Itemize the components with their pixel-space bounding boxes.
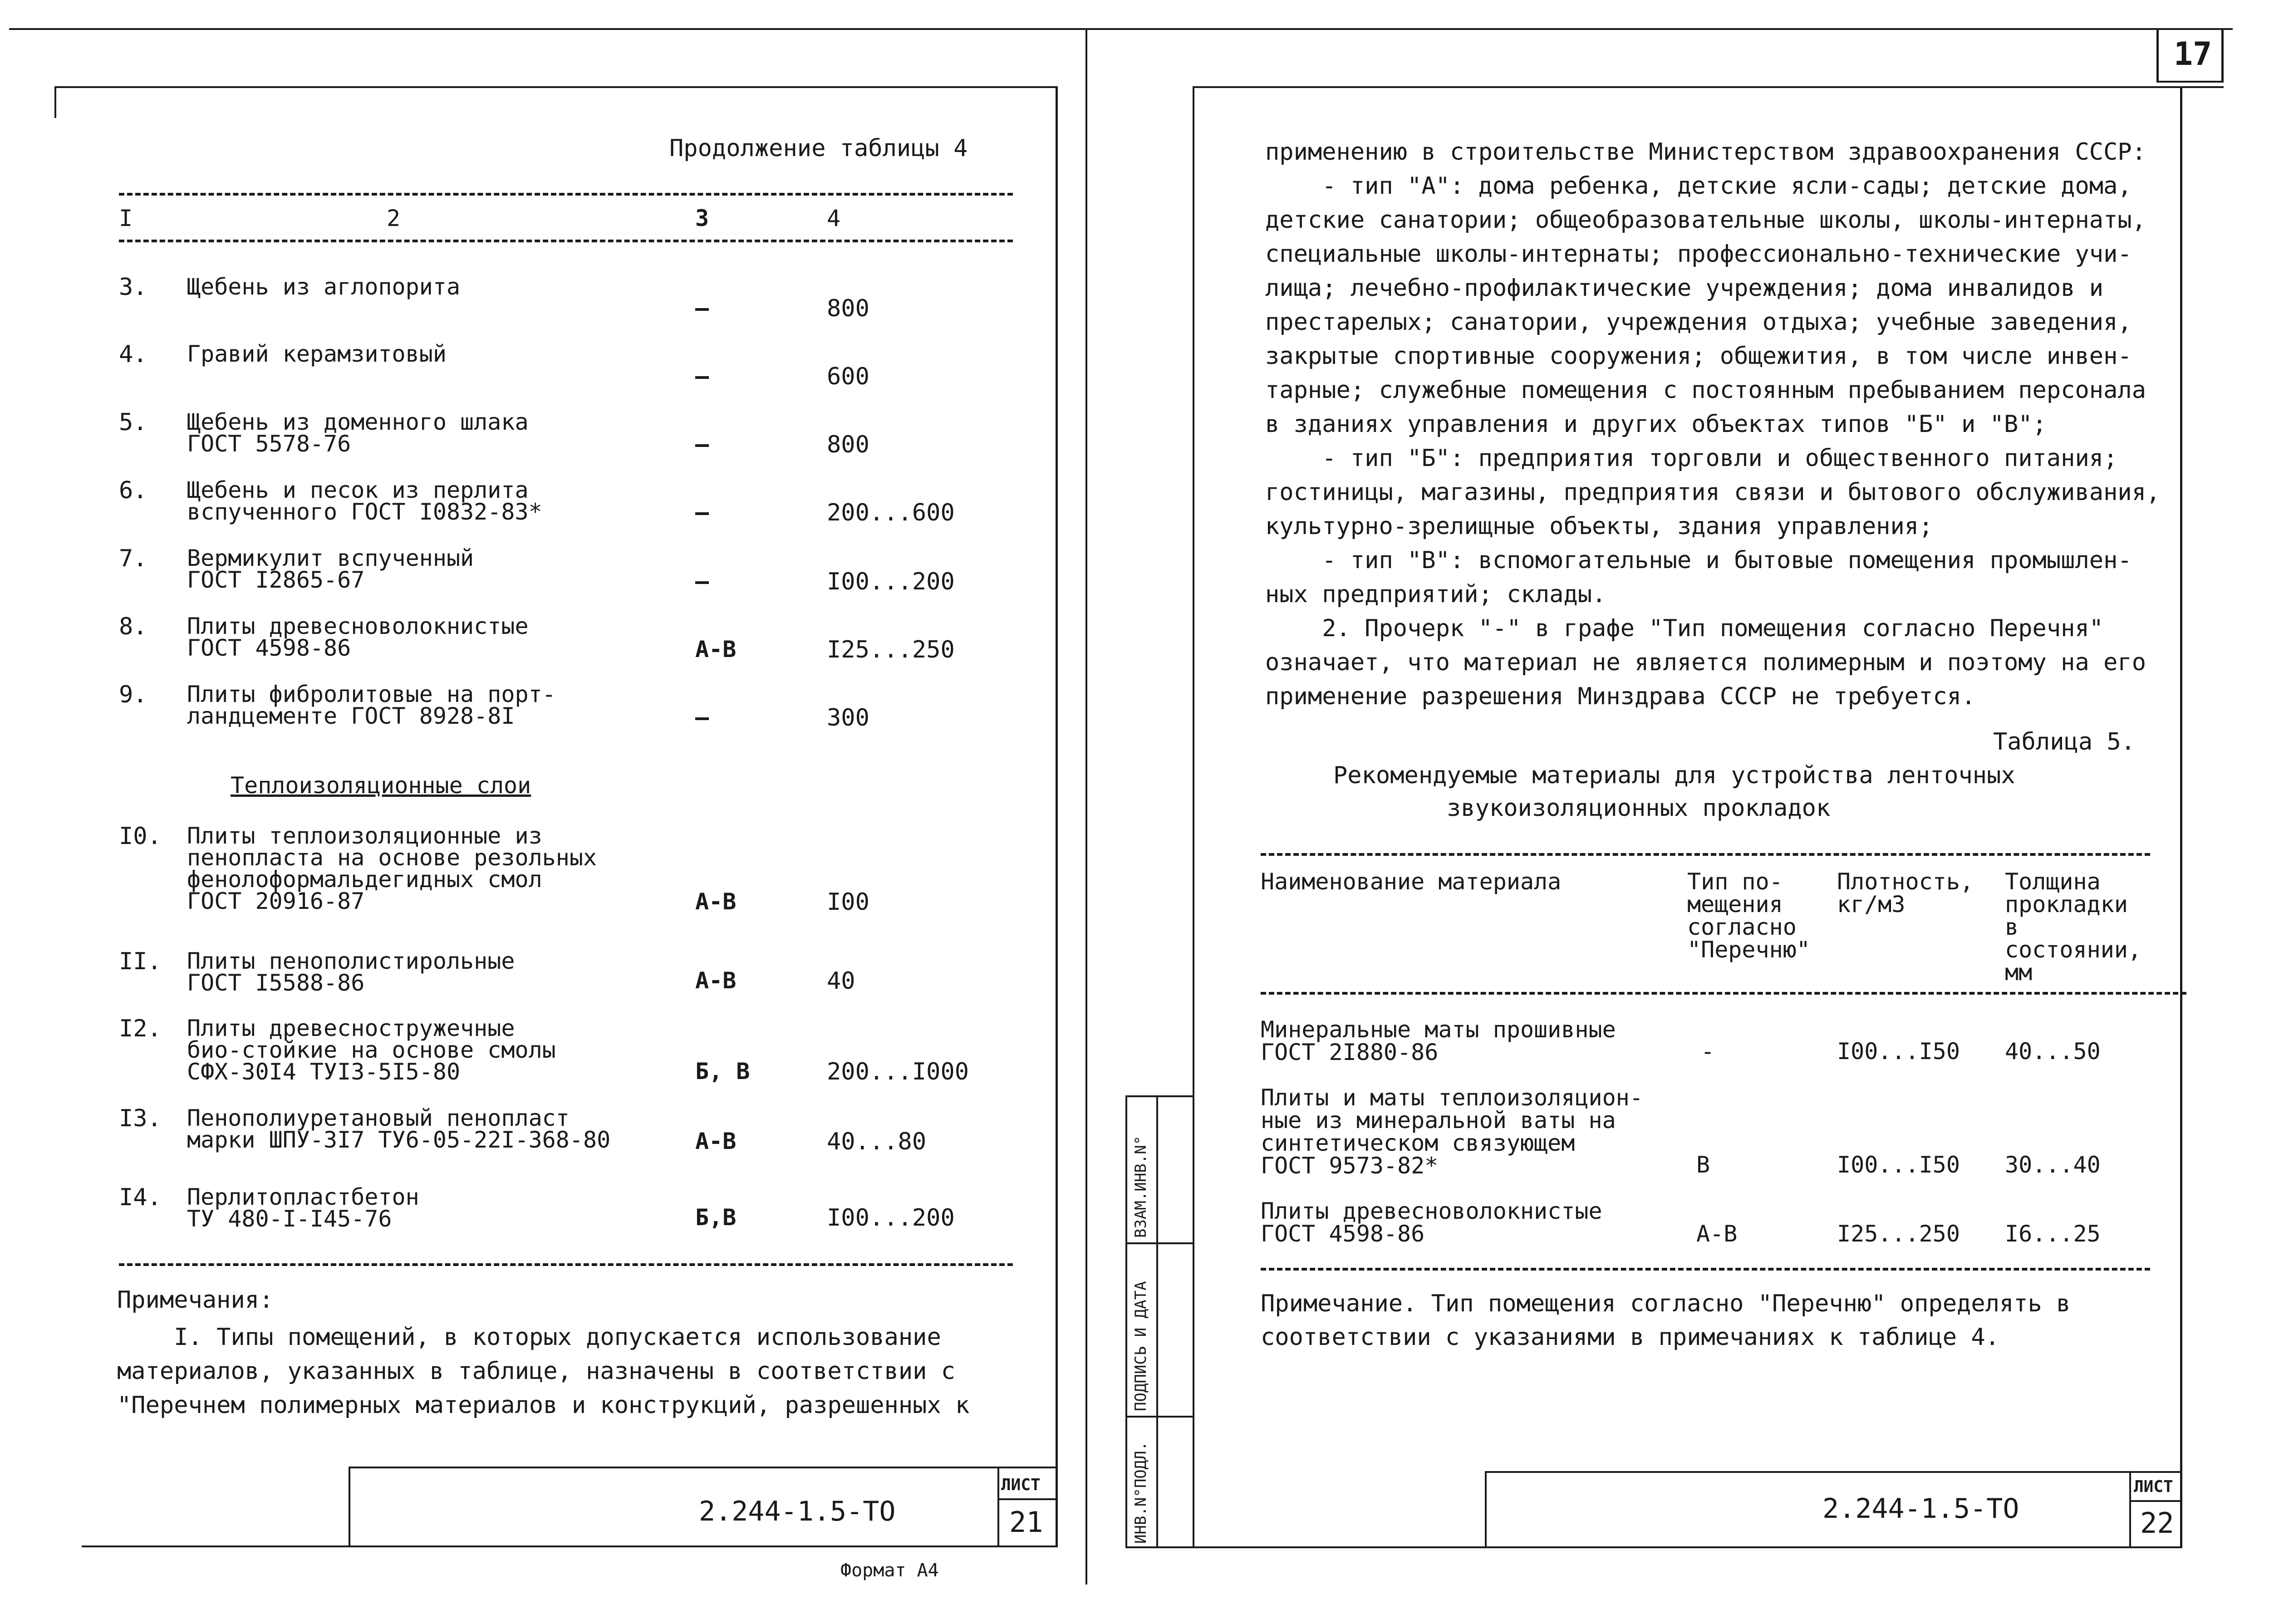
para-line-17: применение разрешения Минздрава СССР не требуется.	[1265, 683, 1976, 710]
side-strip-top	[1125, 1095, 1193, 1097]
right-stamp-left	[1485, 1471, 1487, 1548]
row-number: 6.	[119, 477, 147, 504]
corner-box-bottom	[2156, 81, 2224, 83]
row-material: Минеральные маты прошивные ГОСТ 2I880-86	[1261, 1016, 1616, 1065]
row-value: 40	[827, 967, 855, 995]
row-material: Щебень из аглопорита	[187, 274, 461, 300]
row-material: Плиты теплоизоляционные из пенопласта на основе резольных фенолоформальдегидных смол ГОСТ 20916-87	[187, 823, 597, 914]
row-number: I3.	[119, 1105, 162, 1132]
row-room-type: –	[695, 363, 709, 389]
row-number: 9.	[119, 681, 147, 708]
row-room-type: –	[695, 431, 709, 457]
row-room-type: В	[1696, 1152, 1710, 1178]
row-value: 200...I000	[827, 1058, 969, 1085]
para-line-10: - тип "Б": предприятия торговли и общественного питания;	[1265, 445, 2118, 472]
row-density: I00...I50	[1837, 1038, 1960, 1065]
row-material: Перлитопластбетон ТУ 480-I-I45-76	[187, 1184, 419, 1232]
corner-box-left	[2156, 28, 2159, 83]
table-4-caption: Продолжение таблицы 4	[669, 135, 968, 162]
row-room-type: А-В	[1696, 1221, 1738, 1247]
para-line-3: детские санатории; общеобразовательные школы, школы-интернаты,	[1265, 206, 2146, 234]
notes-line-3: "Перечнем полимерных материалов и конструкций, разрешенных к	[117, 1392, 970, 1419]
row-thickness: 40...50	[2005, 1038, 2101, 1065]
right-page-left-border	[1193, 86, 1194, 1548]
right-sheet-number: 22	[2140, 1506, 2174, 1540]
table-5-title-2: звукоизоляционных прокладок	[1447, 795, 1831, 822]
para-line-12: культурно-зрелищные объекты, здания управления;	[1265, 513, 1933, 540]
table-5-note-1: Примечание. Тип помещения согласно "Перечню" определять в	[1261, 1290, 2071, 1317]
para-line-13: - тип "В": вспомогательные и бытовые помещения промышлен-	[1265, 547, 2132, 574]
table-5-title-1: Рекомендуемые материалы для устройства ленточных	[1333, 762, 2015, 789]
row-number: I2.	[119, 1015, 162, 1042]
row-material: Щебень и песок из перлита вспученного ГОСТ I0832-83*	[187, 477, 542, 525]
left-stamp-left	[349, 1467, 350, 1547]
right-page-bottom-border	[1125, 1546, 2182, 1548]
para-line-7: закрытые спортивные сооружения; общежития, в том числе инвен-	[1265, 343, 2132, 370]
row-material: Плиты древесностружечные био-стойкие на основе смолы СФХ-30I4 ТУI3-5I5-80	[187, 1015, 556, 1085]
top-frame-line	[9, 28, 2233, 30]
left-doc-code: 2.244-1.5-ТО	[699, 1496, 896, 1527]
row-room-type: А-В	[695, 636, 737, 662]
row-room-type: –	[695, 568, 709, 594]
row-number: 5.	[119, 409, 147, 436]
row-room-type: А-В	[695, 888, 737, 915]
row-number: 3.	[119, 274, 147, 301]
col-header-type: Тип по- мещения согласно "Перечню"	[1687, 868, 1810, 963]
table-5-rule-top	[1261, 853, 2150, 856]
para-line-11: гостиницы, магазины, предприятия связи и бытового обслуживания,	[1265, 479, 2161, 506]
para-line-2: - тип "А": дома ребенка, детские ясли-сады; детские дома,	[1265, 172, 2132, 200]
right-page-right-border	[2180, 86, 2182, 1548]
row-value: I25...250	[827, 636, 955, 663]
row-thickness: I6...25	[2005, 1221, 2101, 1247]
row-material: Вермикулит вспученный ГОСТ I2865-67	[187, 545, 474, 593]
table-5-rule-header	[1261, 992, 2186, 995]
para-line-15: 2. Прочерк "-" в графе "Тип помещения согласно Перечня"	[1265, 615, 2104, 642]
center-fold-line	[1085, 28, 1087, 1585]
right-doc-code: 2.244-1.5-ТО	[1822, 1493, 2019, 1525]
side-strip-left	[1125, 1095, 1127, 1548]
notes-line-2: материалов, указанных в таблице, назначены в соответствии с	[117, 1358, 956, 1385]
table-5-rule-bottom	[1261, 1268, 2150, 1271]
left-sheet-label: ЛИСТ	[1001, 1476, 1041, 1494]
row-room-type: А-В	[695, 1128, 737, 1154]
row-value: I00...200	[827, 1204, 955, 1231]
row-value: 300	[827, 704, 869, 731]
row-material: Плиты древесноволокнистые ГОСТ 4598-86	[1261, 1198, 1602, 1247]
left-stamp-top	[349, 1467, 1057, 1468]
table-5-note-2: соответствии с указаниями в примечаниях к таблице 4.	[1261, 1324, 1999, 1351]
row-room-type: –	[695, 295, 709, 321]
row-number: I0.	[119, 823, 162, 850]
side-label-signature: ПОДПИСЬ И ДАТА	[1132, 1281, 1150, 1411]
left-bottom-line	[82, 1545, 1057, 1547]
format-label: Формат А4	[840, 1560, 939, 1581]
table-5-label: Таблица 5.	[1993, 728, 2136, 756]
row-value: I00...200	[827, 568, 955, 595]
side-strip-div-2	[1125, 1416, 1193, 1418]
right-page-top-border	[1193, 86, 2224, 88]
right-stamp-sheet-line	[2129, 1500, 2182, 1502]
row-material: Плиты фибролитовые на порт- ландцементе ГОСТ 8928-8I	[187, 681, 556, 729]
para-line-9: в зданиях управления и других объектах типов "Б" и "В";	[1265, 411, 2047, 438]
notes-title: Примечания:	[117, 1286, 274, 1314]
left-stamp-divider	[997, 1467, 999, 1547]
row-material: Плиты пенополистирольные ГОСТ I5588-86	[187, 948, 515, 996]
row-material: Плиты древесноволокнистые ГОСТ 4598-86	[187, 613, 529, 661]
table-4-rule-bottom	[119, 1263, 1013, 1266]
corner-box-right	[2221, 28, 2224, 83]
para-line-4: специальные школы-интернаты; профессионально-технические учи-	[1265, 240, 2132, 268]
row-material: Гравий керамзитовый	[187, 341, 447, 367]
para-line-1: применению в строительстве Министерством здравоохранения СССР:	[1265, 138, 2146, 166]
row-value: I00	[827, 888, 869, 916]
row-number: 7.	[119, 545, 147, 572]
para-line-8: тарные; служебные помещения с постоянным пребыванием персонала	[1265, 377, 2146, 404]
corner-page-number: 17	[2174, 35, 2212, 73]
side-label-inv-orig: ИНВ.N°ПОДЛ.	[1132, 1441, 1150, 1544]
row-room-type: Б,В	[695, 1204, 737, 1231]
row-room-type: Б, В	[695, 1058, 750, 1084]
para-line-14: ных предприятий; склады.	[1265, 581, 1606, 608]
right-stamp-top	[1485, 1471, 2182, 1473]
right-stamp-divider	[2129, 1471, 2131, 1548]
row-value: 600	[827, 363, 869, 390]
col-header-3: 3	[695, 205, 709, 231]
col-header-thickness: Толщина прокладки в состоянии, мм	[2005, 868, 2142, 986]
col-header-1: I	[119, 205, 133, 231]
row-material: Плиты и маты теплоизоляцион- ные из минеральной ваты на синтетическом связующем ГОСТ 9573-82*	[1261, 1084, 1643, 1179]
row-density: I00...I50	[1837, 1152, 1960, 1178]
right-sheet-label: ЛИСТ	[2134, 1477, 2173, 1496]
row-number: 4.	[119, 341, 147, 368]
notes-line-1: I. Типы помещений, в которых допускается использование	[117, 1324, 941, 1351]
row-room-type: А-В	[695, 967, 737, 994]
row-room-type: –	[695, 704, 709, 731]
row-material: Щебень из доменного шлака ГОСТ 5578-76	[187, 409, 529, 457]
row-room-type: -	[1701, 1038, 1715, 1065]
para-line-6: престарелых; санатории, учреждения отдыха; учебные заведения,	[1265, 309, 2132, 336]
left-sheet-number: 21	[1009, 1506, 1043, 1539]
para-line-5: лища; лечебно-профилактические учреждения; дома инвалидов и	[1265, 275, 2104, 302]
table-4-rule-top	[119, 193, 1013, 196]
row-value: 800	[827, 431, 869, 458]
row-value: 800	[827, 295, 869, 322]
row-density: I25...250	[1837, 1221, 1960, 1247]
col-header-density: Плотность, кг/м3	[1837, 868, 1974, 917]
row-number: 8.	[119, 613, 147, 640]
row-material: Пенополиуретановый пенопласт марки ШПУ-3I7 ТУ6-05-22I-368-80	[187, 1105, 611, 1153]
table-4-rule-header	[119, 240, 1013, 242]
para-line-16: означает, что материал не является полимерным и поэтому на его	[1265, 649, 2146, 676]
section-title: Теплоизоляционные слои	[231, 772, 531, 799]
row-thickness: 30...40	[2005, 1152, 2101, 1178]
left-page-right-border	[1056, 86, 1058, 1547]
side-label-replace-inv: ВЗАМ.ИНВ.N°	[1132, 1135, 1150, 1238]
row-number: II.	[119, 948, 162, 975]
row-value: 200...600	[827, 499, 955, 526]
side-strip-right	[1156, 1095, 1158, 1548]
col-header-name: Наименование материала	[1261, 868, 1562, 895]
row-room-type: –	[695, 499, 709, 525]
row-value: 40...80	[827, 1128, 927, 1155]
left-page-left-tick	[54, 86, 56, 118]
row-number: I4.	[119, 1184, 162, 1211]
side-strip-div-1	[1125, 1242, 1193, 1244]
left-page-top-border	[54, 86, 1057, 88]
col-header-4: 4	[827, 205, 841, 231]
left-stamp-sheet-line	[997, 1498, 1057, 1500]
col-header-2: 2	[387, 205, 401, 231]
